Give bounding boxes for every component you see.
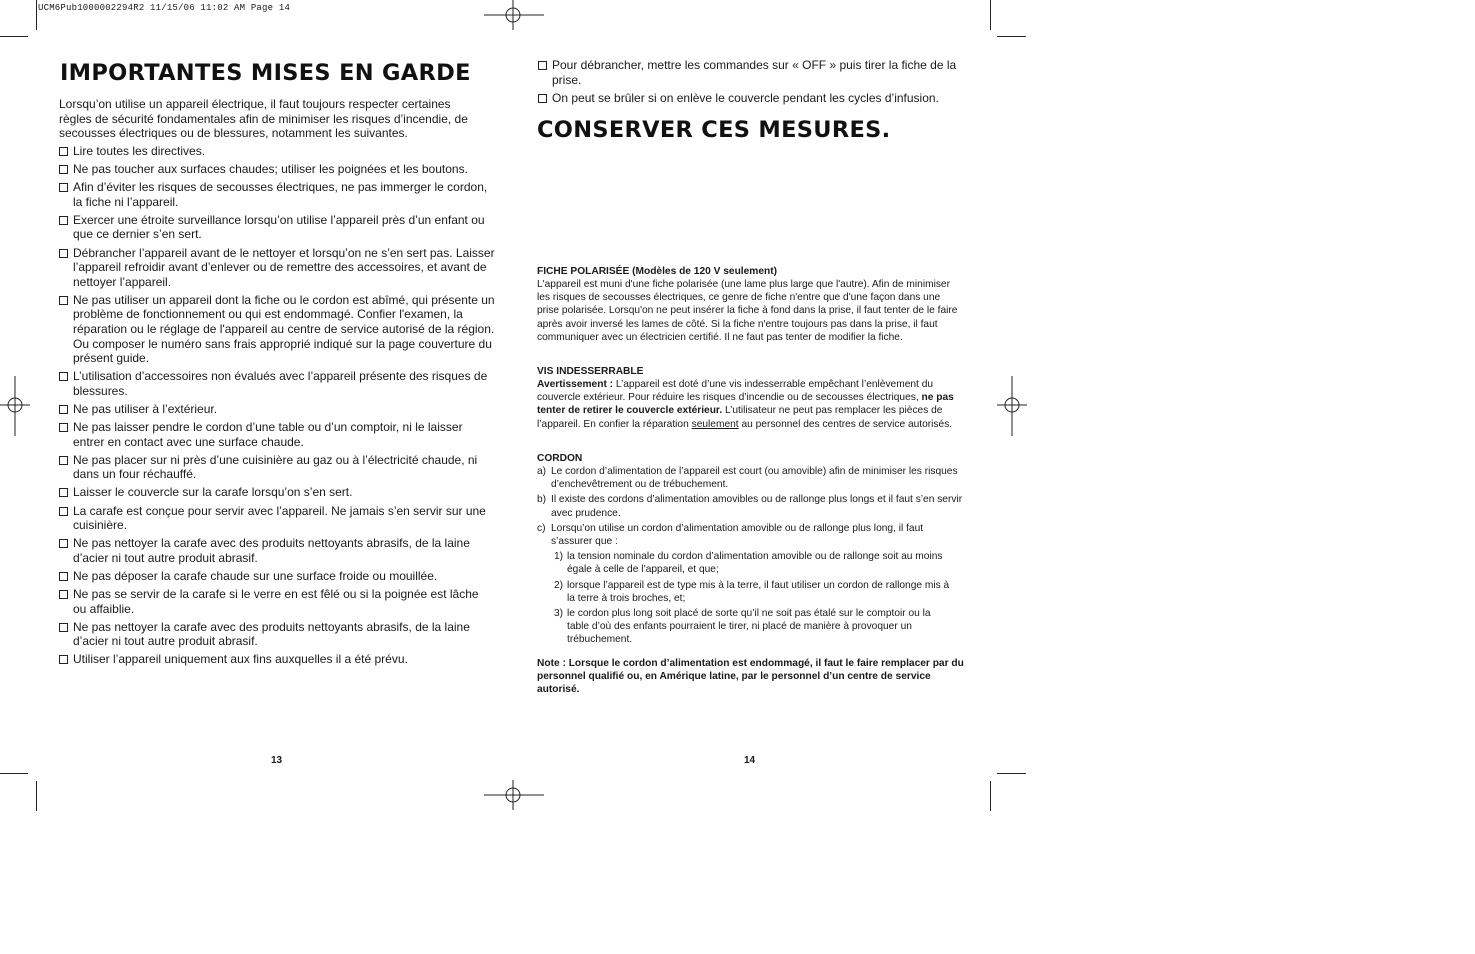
vis-title: VIS INDESSERRABLE xyxy=(537,366,644,377)
list-item: Laisser le couvercle sur la carafe lorsqu’on s’en sert. xyxy=(59,485,495,500)
print-slug: UCM6Pub1000002294R2 11/15/06 11:02 AM Page 14 xyxy=(38,3,291,13)
list-item: Ne pas se servir de la carafe si le verre en est fêlé ou si la poignée est lâche ou affaiblie. xyxy=(59,587,495,616)
list-item: Ne pas nettoyer la carafe avec des produits nettoyants abrasifs, de la laine d’acier ni tout autre produit abrasif. xyxy=(59,536,495,565)
checkbox-icon xyxy=(59,423,68,432)
crop-mark xyxy=(36,0,37,30)
checkbox-icon xyxy=(59,572,68,581)
crop-mark xyxy=(997,36,1026,37)
checkbox-icon xyxy=(59,147,68,156)
list-item: Ne pas laisser pendre le cordon d’une table ou d’un comptoir, ni le laisser entrer en contact avec une surface chaude. xyxy=(59,420,495,449)
cordon-title: CORDON xyxy=(537,453,583,464)
checkbox-icon xyxy=(59,216,68,225)
list-item: 1) la tension nominale du cordon d’alimentation amovible ou de rallonge soit au moins égale à celle de l’appareil, et que; xyxy=(554,551,943,576)
crop-mark xyxy=(990,781,991,811)
crop-mark xyxy=(997,773,1026,774)
page-title: IMPORTANTES MISES EN GARDE xyxy=(60,60,471,86)
checkbox-icon xyxy=(59,590,68,599)
checkbox-icon xyxy=(59,249,68,258)
page-number-right: 14 xyxy=(744,755,756,766)
cordon-list xyxy=(537,465,967,548)
registration-mark-top xyxy=(484,0,544,30)
cordon-sublist xyxy=(537,550,967,646)
list-item: a) Le cordon d’alimentation de l’appareil est court (ou amovible) afin de minimiser les risques d’enchevêtrement ou de trébuchement. xyxy=(537,466,958,491)
list-item: On peut se brûler si on enlève le couvercle pendant les cycles d’infusion. xyxy=(538,91,968,106)
list-item: Pour débrancher, mettre les commandes sur « OFF » puis tirer la fiche de la prise. xyxy=(538,58,968,87)
registration-mark-bottom xyxy=(484,780,544,810)
safety-list xyxy=(59,144,495,667)
warning-label: Avertissement : xyxy=(537,379,614,390)
list-item: Lire toutes les directives. xyxy=(59,144,495,159)
fiche-section xyxy=(537,265,965,344)
checkbox-icon xyxy=(59,507,68,516)
list-item: b) Il existe des cordons d’alimentation amovibles ou de rallonge plus longs et il faut s’en servir avec prudence. xyxy=(537,494,963,519)
note-paragraph: Note : Lorsque le cordon d’alimentation est endommagé, il faut le faire remplacer par du personnel qualifié ou, en Amérique latine, par le personnel d’un centre de service autorisé. xyxy=(537,658,964,696)
checkbox-icon xyxy=(59,539,68,548)
crop-mark xyxy=(0,36,28,37)
intro-paragraph: Lorsqu’on utilise un appareil électrique, il faut toujours respecter certaines règles de sécurité fondamentales afin de minimiser les risques d’incendie, de secousses électriques ou de blessures, notamment les suivantes. xyxy=(59,97,468,141)
list-item: 2) lorsque l’appareil est de type mis à la terre, il faut utiliser un cordon de rallonge mis à la terre à trois broches, et; xyxy=(554,579,950,604)
page-number-left: 13 xyxy=(271,755,283,766)
fiche-text: L'appareil est muni d'une fiche polarisée (une lame plus large que l'autre). Afin de minimiser les risques de secousses électriques, ce genre de fiche n'entre que d'une façon dans une prise polarisée. Lorsqu'on ne peut insérer la fiche à fond dans la prise, il faut tenter de le faire après avoir inversé les lames de côté. Si la fiche n'entre toujours pas dans la prise, il faut communiquer avec un électricien certifié. Il ne faut pas tenter de modifier la fiche. xyxy=(537,279,958,343)
list-item: Exercer une étroite surveillance lorsqu’on utilise l’appareil près d’un enfant ou que ce dernier s’en sert. xyxy=(59,213,495,242)
vis-text: Avertissement : L’appareil est doté d’une vis indesserrable empêchant l’enlèvement du couvercle extérieur. Pour réduire les risques d’incendie ou de secousses électriques, ne pas tenter de retirer le couvercle extérieur. L’utilisateur ne peut pas remplacer les pièces de l’appareil. En confier la réparation seulement au personnel des centres de service autorisés. xyxy=(537,379,954,430)
list-item: Ne pas placer sur ni près d’une cuisinière au gaz ou à l’électricité chaude, ni dans un four réchauffé. xyxy=(59,453,495,482)
list-item: Utiliser l’appareil uniquement aux fins auxquelles il a été prévu. xyxy=(59,652,495,667)
crop-mark xyxy=(0,773,28,774)
list-item: c) Lorsqu’on utilise un cordon d’alimentation amovible ou de rallonge plus long, il faut s’assurer que : xyxy=(537,522,924,548)
checkbox-icon xyxy=(59,183,68,192)
checkbox-icon xyxy=(538,61,547,70)
fiche-title: FICHE POLARISÉE (Modèles de 120 V seulement) xyxy=(537,266,778,277)
vis-section xyxy=(537,365,965,431)
list-item: Ne pas utiliser à l’extérieur. xyxy=(59,402,495,417)
registration-mark-right xyxy=(997,376,1027,436)
list-item: Débrancher l’appareil avant de le nettoyer et lorsqu’on ne s’en sert pas. Laisser l’appareil refroidir avant d’enlever ou de remettre des accessoires, et avant de nettoyer l’appareil. xyxy=(59,246,495,290)
list-item: Ne pas utiliser un appareil dont la fiche ou le cordon est abîmé, qui présente un problème de fonctionnement ou qui est endommagé. Confier l'examen, la réparation ou le réglage de l'appareil au centre de service autorisé de la région. Ou composer le numéro sans frais approprié indiqué sur la page couverture du présent guide. xyxy=(59,293,495,366)
crop-mark xyxy=(36,781,37,811)
checkbox-icon xyxy=(59,456,68,465)
list-item: Ne pas nettoyer la carafe avec des produits nettoyants abrasifs, de la laine d’acier ni tout autre produit abrasif. xyxy=(59,620,495,649)
checkbox-icon xyxy=(59,296,68,305)
conserve-heading: CONSERVER CES MESURES. xyxy=(537,117,891,143)
registration-mark-left xyxy=(0,376,30,436)
checkbox-icon xyxy=(59,405,68,414)
cordon-section xyxy=(537,452,967,647)
checkbox-icon xyxy=(59,372,68,381)
safety-list-continued xyxy=(538,58,968,105)
list-item: Afin d’éviter les risques de secousses électriques, ne pas immerger le cordon, la fiche ni l’appareil. xyxy=(59,180,495,209)
list-item: La carafe est conçue pour servir avec l’appareil. Ne jamais s’en servir sur une cuisinière. xyxy=(59,504,495,533)
checkbox-icon xyxy=(59,165,68,174)
checkbox-icon xyxy=(59,655,68,664)
list-item: Ne pas toucher aux surfaces chaudes; utiliser les poignées et les boutons. xyxy=(59,162,495,177)
checkbox-icon xyxy=(59,488,68,497)
checkbox-icon xyxy=(538,94,547,103)
list-item: Ne pas déposer la carafe chaude sur une surface froide ou mouillée. xyxy=(59,569,495,584)
list-item: L’utilisation d’accessoires non évalués avec l’appareil présente des risques de blessures. xyxy=(59,369,495,398)
list-item: 3) le cordon plus long soit placé de sorte qu’il ne soit pas étalé sur le comptoir ou la table d’où des enfants pourraient le tirer, ni placé de manière à provoquer un trébuchement. xyxy=(554,608,931,646)
crop-mark xyxy=(990,0,991,30)
checkbox-icon xyxy=(59,623,68,632)
